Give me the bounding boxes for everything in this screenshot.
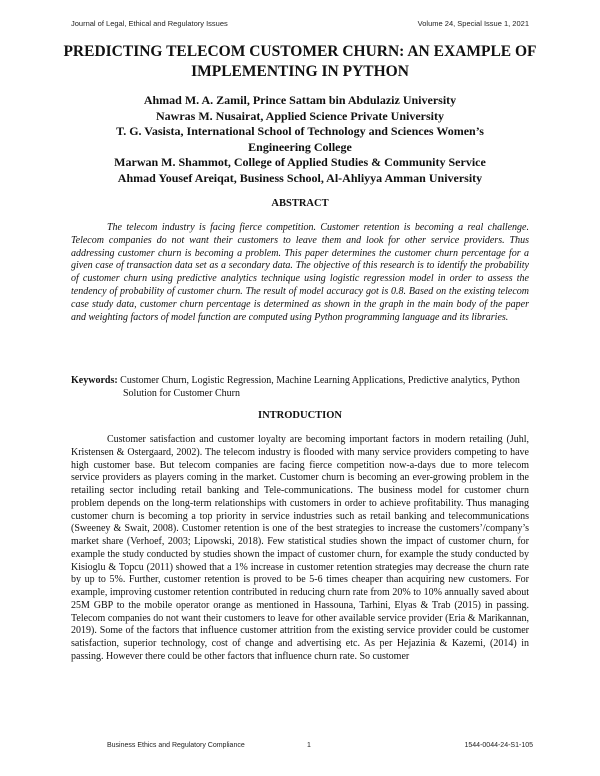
keywords-text: Customer Churn, Logistic Regression, Machine Learning Applications, Predictive analytics, Python Solution for Customer Churn bbox=[120, 375, 520, 399]
page-number: 1 bbox=[307, 742, 311, 749]
abstract-heading: ABSTRACT bbox=[271, 198, 329, 209]
journal-name: Journal of Legal, Ethical and Regulatory Issues bbox=[71, 19, 228, 28]
introduction-text: Customer satisfaction and customer loyalty are becoming important factors in modern retailing (Juhl, Kristensen & Ostergaard, 2002). The telecom industry is flooded with many service providers competing to have high customer base. But telecom companies are facing fierce competition now-a-days due to more telecom service providers as players coming in the market. Customer churn is becoming an ever-growing problem in the retailing sector including retail banking and Tele-communications. The business model for customer churn problem depends on the long-term relationships with customers in order to achieve profitability. Thus managing customer churn is becoming a top priority in service industries such as retail banking and telecommunications (Sweeney & Swait, 2008). Customer retention is one of the best strategies to increase the customers’/company’s market share (Verhoef, 2003; Lipowski, 2018). Few statistical studies shown the impact of customer churn, for example the study conducted by studies shown the impact of customer churn, for example the study conducted by Kisioglu & Topcu (2011) showed that a 1% increase in customer retention strategies may decrease the churn rate by up to 5%. Further, customer retention is proved to be 5-6 times cheaper than acquiring new customers. For example, improving customer retention contributed in reducing churn rate from 20% to 10% annually saved about 25M GBP to the mobile operator orange as mentioned in Hassouna, Tarhini, Elyas & Trab (2015) in passing. Telecom companies do not want their customers to leave for other available service provider (Eria & Marikannan, 2019). Some of the factors that influence customer attrition from the existing service provider could be customer satisfaction, superior technology, cost of change and advertising etc. As per Hejazinia & Kazemi, (2014) in passing. However there could be other factors that influence churn rate. So customer bbox=[71, 434, 529, 662]
author-list bbox=[60, 93, 540, 187]
running-header bbox=[71, 19, 529, 31]
paper-title: PREDICTING TELECOM CUSTOMER CHURN: AN EXAMPLE OF IMPLEMENTING IN PYTHON bbox=[63, 43, 537, 80]
keywords-label: Keywords: bbox=[71, 375, 118, 386]
page-footer bbox=[107, 742, 533, 754]
author-line: Ahmad M. A. Zamil, Prince Sattam bin Abdulaziz University bbox=[143, 93, 457, 107]
keywords bbox=[71, 374, 529, 400]
author-line: Marwan M. Shammot, College of Applied Studies & Community Service bbox=[114, 155, 486, 170]
volume-info: Volume 24, Special Issue 1, 2021 bbox=[417, 19, 529, 28]
author-line: Ahmad Yousef Areiqat, Business School, Al-Ahliyya Amman University bbox=[117, 170, 483, 185]
footer-journal: Business Ethics and Regulatory Compliance bbox=[107, 742, 245, 749]
abstract-text: The telecom industry is facing fierce competition. Customer retention is becoming a real challenge. Telecom companies do not want their customers to leave them and look for other service providers. Thus addressing customer churn is becoming a problem. This paper determines the customer churn percentage for a given case of transaction data set as a secondary data. The objective of this research is to identify the probability of customer churn using predictive analytics technique using logistic regression model in order to assess the tendency of probability of customer churn. The result of model accuracy got is 0.8. Based on the existing telecom case study data, customer churn percentage is determined as shown in the graph in the main body of the paper and weighting factors of model function are computed using Python programming language and its libraries. bbox=[71, 222, 529, 323]
author-line: T. G. Vasista, International School of Technology and Sciences Women’s Engineering College bbox=[116, 124, 484, 154]
article-code: 1544-0044-24-S1-105 bbox=[464, 742, 533, 749]
introduction-heading: INTRODUCTION bbox=[257, 410, 342, 421]
author-line: Nawras M. Nusairat, Applied Science Private University bbox=[156, 108, 444, 123]
